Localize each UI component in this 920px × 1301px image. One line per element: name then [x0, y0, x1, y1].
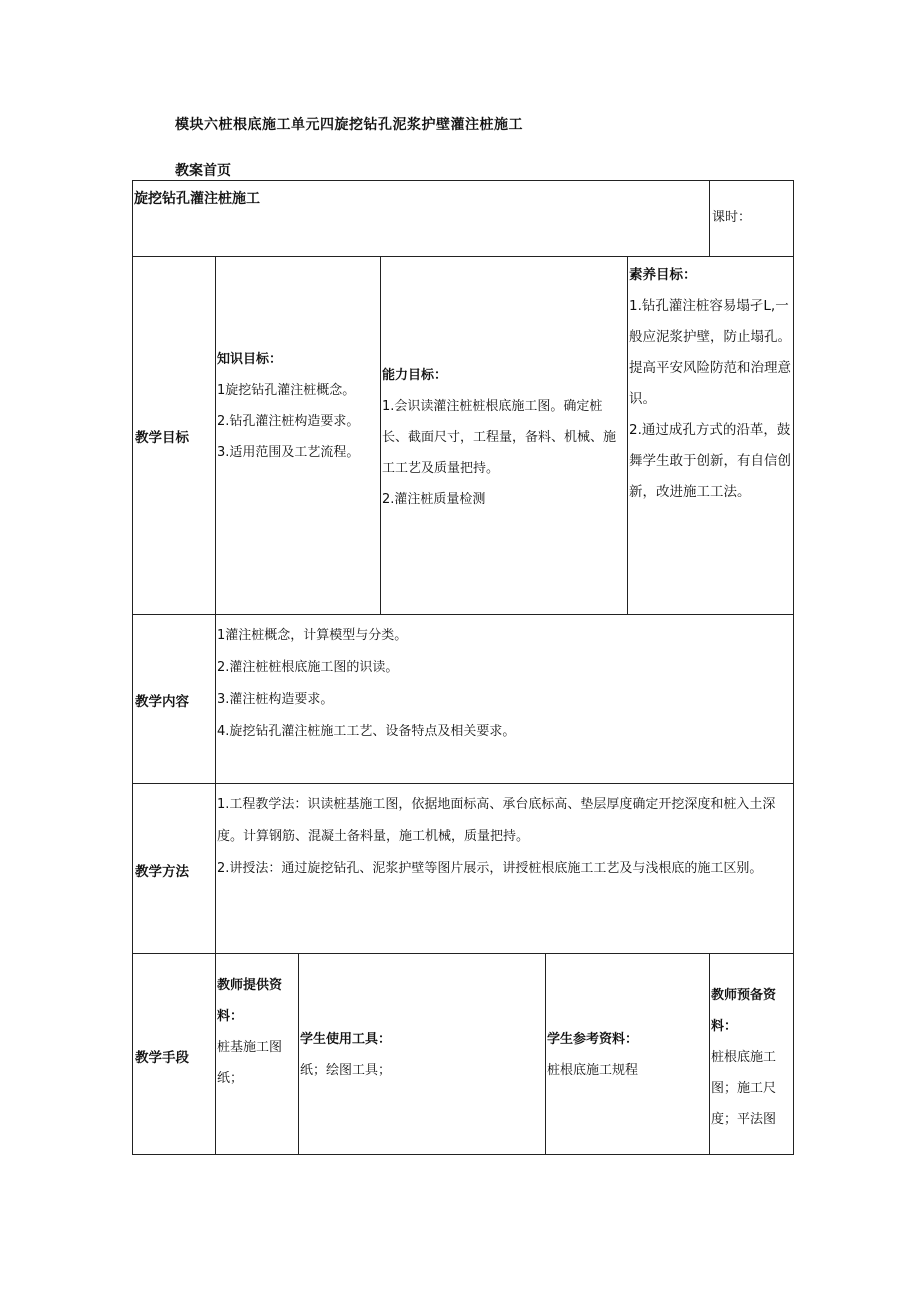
list-item: 2.钻孔灌注桩构造要求。	[217, 414, 360, 429]
list-item: 1灌注桩概念，计算模型与分类。	[217, 628, 408, 643]
lesson-topic: 旋挖钻孔灌注桩施工	[134, 191, 260, 207]
class-hours-label: 课时：	[712, 210, 752, 225]
list-item: 2.讲授法：通过旋挖钻孔、泥浆护壁等图片展示，讲授桩根底施工工艺及与浅根底的施工区别。	[217, 861, 763, 876]
knowledge-heading: 知识目标：	[217, 352, 283, 367]
student-tools	[300, 1024, 543, 1086]
document-title: 模块六桩根底施工单元四旋挖钻孔泥浆护壁灌注桩施工	[175, 117, 523, 133]
teacher-prep-text: 桩根底施工图；施工尺度；平法图	[711, 1050, 777, 1127]
student-references-heading: 学生参考资料：	[547, 1032, 639, 1047]
student-references	[547, 1024, 707, 1086]
list-item: 2.通过成孔方式的沿革，鼓舞学生敢于创新，有自信创新，改进施工工法。	[629, 422, 791, 500]
knowledge-objectives	[217, 344, 377, 468]
list-item: 1旋挖钻孔灌注桩概念。	[217, 383, 356, 398]
ability-heading: 能力目标：	[382, 368, 448, 383]
content-list	[217, 620, 789, 748]
document-subtitle: 教案首页	[175, 163, 231, 179]
literacy-heading: 素养目标：	[629, 267, 697, 283]
teacher-provided-materials	[217, 970, 296, 1094]
literacy-objectives	[629, 260, 791, 508]
teacher-prep-heading: 教师预备资料：	[711, 988, 777, 1034]
teacher-provided-heading: 教师提供资料：	[217, 978, 283, 1024]
student-tools-heading: 学生使用工具：	[300, 1032, 392, 1047]
teacher-provided-text: 桩基施工图纸；	[217, 1040, 283, 1086]
means-label: 教学手段	[135, 1050, 189, 1066]
student-references-text: 桩根底施工规程	[547, 1063, 639, 1078]
list-item: 1.工程教学法：识读桩基施工图，依据地面标高、承台底标高、垫层厚度确定开挖深度和桩入土深度。计算钢筋、混凝土备料量，施工机械，质量把持。	[217, 797, 776, 844]
methods-list	[217, 789, 791, 885]
teacher-prep-materials	[711, 980, 791, 1135]
list-item: 3.灌注桩构造要求。	[217, 692, 334, 707]
list-item: 2.灌注桩桩根底施工图的识读。	[217, 660, 399, 675]
methods-label: 教学方法	[135, 864, 189, 880]
list-item: 4.旋挖钻孔灌注桩施工工艺、设备特点及相关要求。	[217, 724, 516, 739]
list-item: 1.钻孔灌注桩容易塌孑L,一般应泥浆护壁，防止塌孔。提高平安风险防范和治理意识。	[629, 298, 791, 407]
objectives-label: 教学目标	[135, 430, 189, 446]
list-item: 2.灌注桩质量检测	[382, 492, 486, 507]
content-label: 教学内容	[135, 694, 189, 710]
list-item: 1.会识读灌注桩桩根底施工图。确定桩长、截面尺寸，工程量，备料、机械、施工工艺及质量把持。	[382, 399, 617, 476]
student-tools-text: 纸；绘图工具；	[300, 1063, 392, 1078]
list-item: 3.适用范围及工艺流程。	[217, 445, 360, 460]
ability-objectives	[382, 360, 624, 515]
